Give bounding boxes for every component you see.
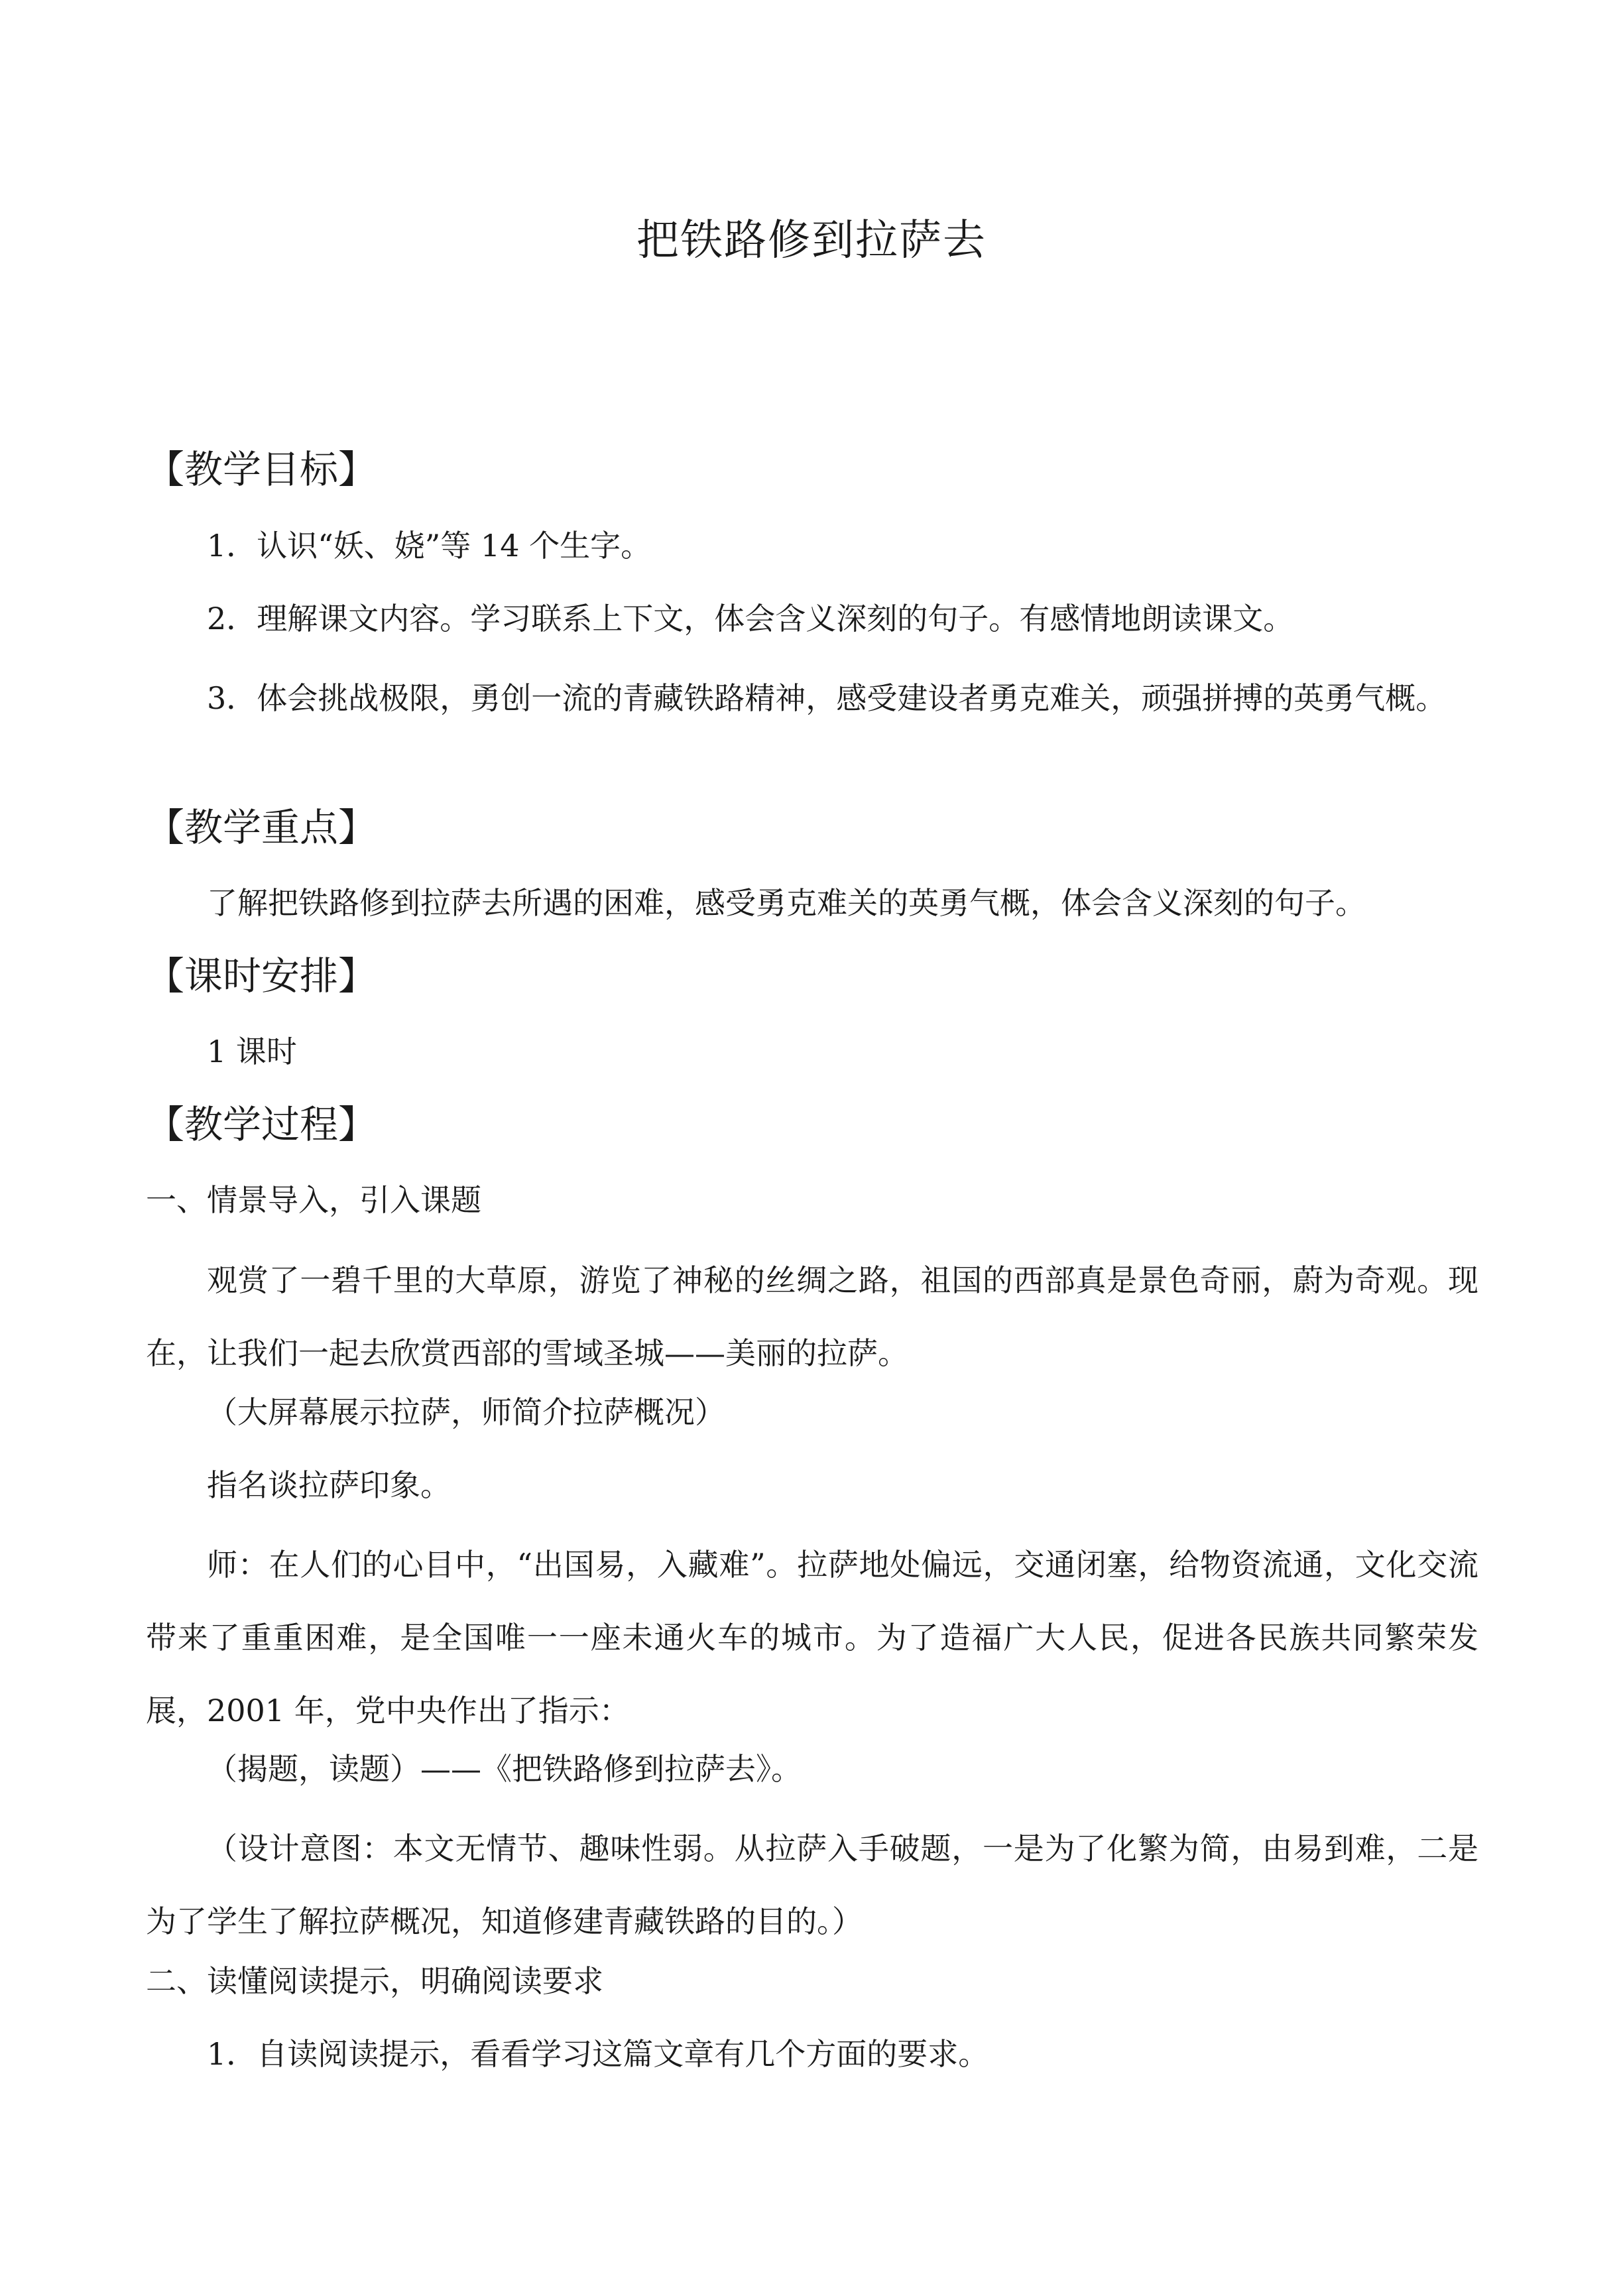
step-1-paragraph-1: 观赏了一碧千里的大草原，游览了神秘的丝绸之路，祖国的西部真是景色奇丽，蔚为奇观。现在，让我们一起去欣赏西部的雪域圣城——美丽的拉萨。 (146, 1262, 1478, 1371)
heading-goals: 【教学目标】 (146, 447, 377, 492)
goal-1: 1．认识“妖、娆”等 14 个生字。 (207, 528, 652, 564)
step-1-paragraph-5: （揭题，读题）——《把铁路修到拉萨去》。 (207, 1751, 802, 1787)
step-1-title: 一、情景导入，引入课题 (146, 1182, 481, 1218)
page-title: 把铁路修到拉萨去 (636, 216, 987, 265)
step-1-paragraph-2: （大屏幕展示拉萨，师简介拉萨概况） (207, 1394, 725, 1430)
step-2-paragraph-1: 1．自读阅读提示，看看学习这篇文章有几个方面的要求。 (207, 2036, 989, 2072)
focus-text: 了解把铁路修到拉萨去所遇的困难，感受勇克难关的英勇气概，体会含义深刻的句子。 (207, 885, 1366, 921)
heading-schedule: 【课时安排】 (146, 953, 377, 998)
goal-2: 2．理解课文内容。学习联系上下文，体会含义深刻的句子。有感情地朗读课文。 (207, 601, 1294, 636)
step-1-paragraph-4: 师：在人们的心目中，“出国易，入藏难”。拉萨地处偏远，交通闭塞，给物资流通，文化交流带来了重重困难，是全国唯一一座未通火车的城市。为了造福广大人民，促进各民族共同繁荣发展，2001 年，党中央作出了指示： (146, 1547, 1478, 1728)
step-1-paragraph-6: （设计意图：本文无情节、趣味性弱。从拉萨入手破题，一是为了化繁为简，由易到难，二是为了学生了解拉萨概况，知道修建青藏铁路的目的。） (146, 1831, 1478, 1939)
heading-focus: 【教学重点】 (146, 805, 377, 850)
schedule-text: 1 课时 (207, 1034, 297, 1069)
step-1-paragraph-3: 指名谈拉萨印象。 (207, 1467, 451, 1503)
goal-3: 3．体会挑战极限，勇创一流的青藏铁路精神，感受建设者勇克难关，顽强拼搏的英勇气概。 (207, 680, 1447, 716)
heading-process: 【教学过程】 (146, 1102, 377, 1147)
step-2-title: 二、读懂阅读提示，明确阅读要求 (146, 1963, 603, 1999)
